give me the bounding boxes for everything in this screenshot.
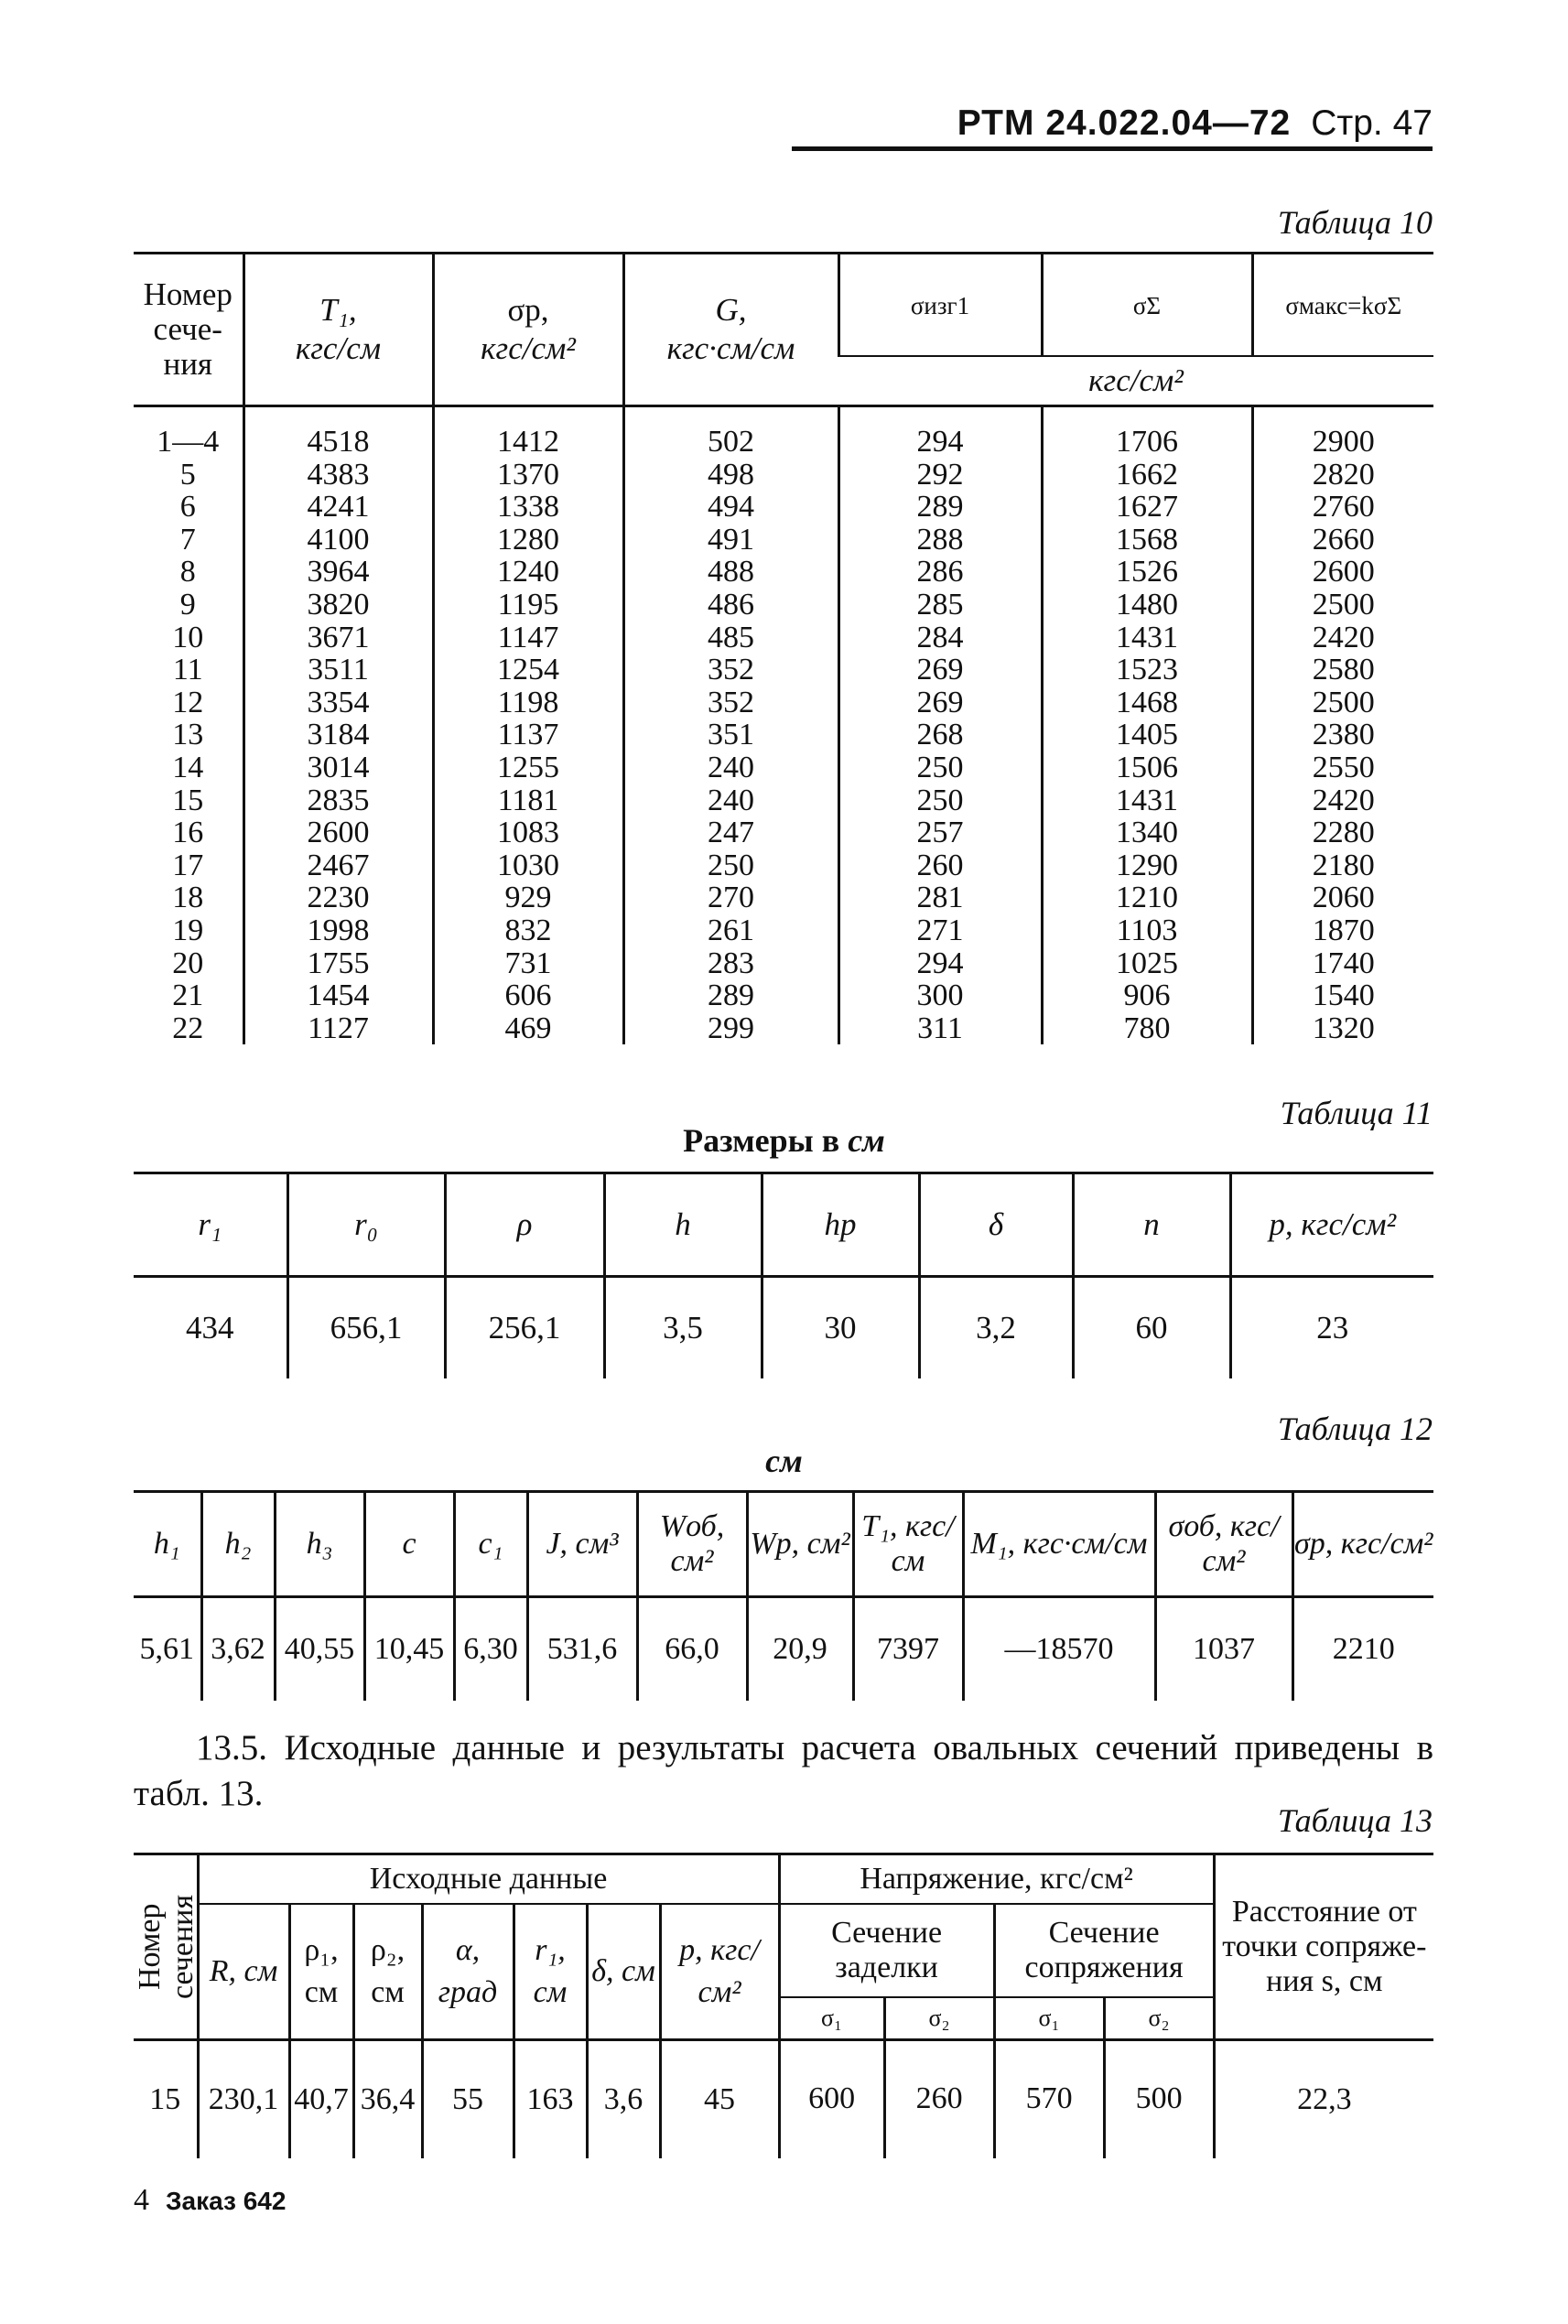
t10-cell: 4518 xyxy=(243,406,433,459)
t10-cell: 2660 xyxy=(1252,524,1433,557)
t12-header-cell: Wр, см² xyxy=(747,1492,853,1597)
t13-h-rho1: ρ₁, см xyxy=(289,1904,353,2040)
t13-value-cell: 40,7 xyxy=(289,2040,353,2159)
table13-caption: Таблица 13 xyxy=(1277,1802,1433,1839)
t13-value-cell: 15 xyxy=(149,2082,181,2116)
t10-section-number: 12 xyxy=(172,685,204,719)
t10-section-number: 16 xyxy=(172,816,204,850)
t10-header-g xyxy=(623,254,838,406)
t11-header-cell: ρ xyxy=(445,1173,604,1277)
table-row xyxy=(134,556,1433,589)
t10-cell: 1320 xyxy=(1252,1012,1433,1045)
t11-header-cell: hр xyxy=(762,1173,919,1277)
t12-header-row xyxy=(134,1492,1433,1597)
table-row xyxy=(134,406,1433,459)
t10-cell: 488 xyxy=(623,556,838,589)
t13-number-label: Номер сечения xyxy=(133,1895,200,1999)
t10-cell: 351 xyxy=(623,719,838,751)
t10-cell: 1254 xyxy=(433,654,623,686)
t10-cell: 1137 xyxy=(433,719,623,751)
t11-value-cell: 434 xyxy=(186,1310,234,1346)
t10-cell: 284 xyxy=(838,622,1042,654)
t10-cell: 1338 xyxy=(433,491,623,524)
t10-cell: 294 xyxy=(838,406,1042,459)
t10-section-number: 21 xyxy=(172,978,204,1013)
t10-cell: 257 xyxy=(838,816,1042,849)
table-row xyxy=(134,622,1433,654)
t10-cell: 283 xyxy=(623,947,838,980)
t12-data-row xyxy=(134,1597,1433,1702)
t10-cell: 2760 xyxy=(1252,491,1433,524)
t10-cell: 1431 xyxy=(1042,784,1252,817)
t10-cell: 1210 xyxy=(1042,881,1252,914)
t10-cell: 352 xyxy=(623,654,838,686)
t10-cell: 494 xyxy=(623,491,838,524)
t12-value-cell: 40,55 xyxy=(275,1597,364,1702)
t10-cell: 1030 xyxy=(433,849,623,882)
t10-section-number: 20 xyxy=(172,946,204,980)
table-row xyxy=(134,914,1433,947)
page-footer xyxy=(134,2183,286,2218)
t10-cell: 286 xyxy=(838,556,1042,589)
t10-section-number: 6 xyxy=(179,490,196,524)
t10-cell: 1454 xyxy=(243,979,433,1012)
t10-section-number: 19 xyxy=(172,913,204,947)
t10-cell: 269 xyxy=(838,686,1042,719)
t13-value-cell: 230,1 xyxy=(198,2040,289,2159)
t10-cell: 240 xyxy=(623,784,838,817)
t10-section-number: 10 xyxy=(172,620,204,654)
t13-h-p: p, кгс/см² xyxy=(660,1904,779,2040)
t12-header-cell: h₂ xyxy=(201,1492,275,1597)
t10-cell: 260 xyxy=(838,849,1042,882)
t11-value-cell: 3,5 xyxy=(604,1277,762,1379)
t10-cell: 1740 xyxy=(1252,947,1433,980)
t13-h-embed-sigma2: σ₂ xyxy=(884,1997,994,2040)
t10-cell: 2550 xyxy=(1252,751,1433,784)
t11-value-cell: 23 xyxy=(1230,1277,1433,1379)
table12-caption: Таблица 12 xyxy=(1277,1411,1433,1447)
t12-header-cell: σр, кгс/см² xyxy=(1292,1492,1433,1597)
table-10 xyxy=(134,252,1433,1044)
t10-cell: 311 xyxy=(838,1012,1042,1045)
t10-cell: 1240 xyxy=(433,556,623,589)
t10-cell: 486 xyxy=(623,589,838,622)
t13-value-cell: 36,4 xyxy=(353,2040,422,2159)
t10-cell: 294 xyxy=(838,947,1042,980)
table-row xyxy=(134,459,1433,492)
table-row xyxy=(134,947,1433,980)
t10-cell: 780 xyxy=(1042,1012,1252,1045)
t10-cell: 1198 xyxy=(433,686,623,719)
t10-cell: 3354 xyxy=(243,686,433,719)
t10-header-sigma-r xyxy=(433,254,623,406)
t10-cell: 2180 xyxy=(1252,849,1433,882)
t12-header-cell: Wоб, см² xyxy=(637,1492,747,1597)
t10-cell: 2420 xyxy=(1252,784,1433,817)
table10-caption: Таблица 10 xyxy=(1277,204,1433,241)
t10-cell: 1540 xyxy=(1252,979,1433,1012)
t10-cell: 2280 xyxy=(1252,816,1433,849)
t10-section-number: 13 xyxy=(172,718,204,752)
t11-header-cell: h xyxy=(604,1173,762,1277)
t12-value-cell: —18570 xyxy=(963,1597,1155,1702)
t13-header-input-group: Исходные данные xyxy=(198,1854,779,1905)
t12-value-cell: 6,30 xyxy=(454,1597,527,1702)
t13-header-number xyxy=(134,1854,198,2040)
t10-section-number: 8 xyxy=(179,555,196,589)
t10-section-number: 7 xyxy=(179,522,196,557)
t10-cell: 498 xyxy=(623,459,838,492)
t10-cell: 606 xyxy=(433,979,623,1012)
t10-cell: 4100 xyxy=(243,524,433,557)
t10-cell: 1468 xyxy=(1042,686,1252,719)
t10-h-sm: σмакс=kσΣ xyxy=(1285,292,1402,319)
t10-section-number: 11 xyxy=(172,653,203,687)
t10-cell: 3820 xyxy=(243,589,433,622)
t13-value-cell: 22,3 xyxy=(1214,2040,1433,2159)
t10-cell: 832 xyxy=(433,914,623,947)
table-row xyxy=(134,849,1433,882)
t13-h-embed-sigma1: σ₁ xyxy=(779,1997,884,2040)
t12-value-cell: 1037 xyxy=(1155,1597,1292,1702)
t10-cell: 1480 xyxy=(1042,589,1252,622)
t11-header-row xyxy=(134,1173,1433,1277)
t10-h-g: G, xyxy=(715,292,747,328)
t10-cell: 3014 xyxy=(243,751,433,784)
t13-value-cell: 260 xyxy=(884,2040,994,2159)
t10-cell: 1280 xyxy=(433,524,623,557)
t11-header-cell: δ xyxy=(919,1173,1073,1277)
table11-units xyxy=(0,1121,1568,1160)
t10-cell: 3964 xyxy=(243,556,433,589)
t10-cell: 270 xyxy=(623,881,838,914)
t12-value-cell: 10,45 xyxy=(364,1597,454,1702)
t13-value-cell: 163 xyxy=(514,2040,587,2159)
t10-cell: 2600 xyxy=(243,816,433,849)
table-row xyxy=(134,979,1433,1012)
t12-header-cell: J, см³ xyxy=(527,1492,637,1597)
table-12 xyxy=(134,1490,1433,1701)
t10-cell: 250 xyxy=(623,849,838,882)
t10-cell: 240 xyxy=(623,751,838,784)
t10-h-t1: T₁, xyxy=(319,292,357,328)
footer-order: Заказ 642 xyxy=(166,2187,287,2215)
t10-cell: 1523 xyxy=(1042,654,1252,686)
t10-cell: 268 xyxy=(838,719,1042,751)
t10-cell: 1568 xyxy=(1042,524,1252,557)
t11-units-value: см xyxy=(848,1122,885,1159)
table-row xyxy=(134,491,1433,524)
t10-cell: 1255 xyxy=(433,751,623,784)
table-row xyxy=(134,686,1433,719)
t10-cell: 269 xyxy=(838,654,1042,686)
t11-value-cell: 656,1 xyxy=(287,1277,445,1379)
t10-cell: 906 xyxy=(1042,979,1252,1012)
t10-cell: 491 xyxy=(623,524,838,557)
table-row xyxy=(134,1012,1433,1045)
t11-value-cell: 30 xyxy=(762,1277,919,1379)
table-row xyxy=(134,589,1433,622)
t13-h-joint-sigma2: σ₂ xyxy=(1104,1997,1214,2040)
t10-cell: 247 xyxy=(623,816,838,849)
t10-cell: 1662 xyxy=(1042,459,1252,492)
t10-cell: 1405 xyxy=(1042,719,1252,751)
table-row xyxy=(134,784,1433,817)
t10-cell: 3511 xyxy=(243,654,433,686)
t10-cell: 1025 xyxy=(1042,947,1252,980)
document-code: РТМ 24.022.04—72 xyxy=(957,103,1292,143)
t11-units-label: Размеры в xyxy=(683,1122,840,1159)
t10-cell: 2420 xyxy=(1252,622,1433,654)
t10-cell: 289 xyxy=(838,491,1042,524)
t10-cell: 2500 xyxy=(1252,589,1433,622)
t10-cell: 1195 xyxy=(433,589,623,622)
table-row xyxy=(134,881,1433,914)
t10-cell: 3671 xyxy=(243,622,433,654)
t10-cell: 2900 xyxy=(1252,406,1433,459)
t10-header-section xyxy=(134,254,243,406)
t13-value-cell: 570 xyxy=(994,2040,1104,2159)
t10-cell: 1181 xyxy=(433,784,623,817)
t10-header-unit-group: кгс/см² xyxy=(838,356,1433,406)
t10-header-t1 xyxy=(243,254,433,406)
t10-cell: 502 xyxy=(623,406,838,459)
t10-cell: 299 xyxy=(623,1012,838,1045)
t10-section-number: 14 xyxy=(172,750,204,784)
t10-cell: 469 xyxy=(433,1012,623,1045)
t11-value-cell: 60 xyxy=(1073,1277,1230,1379)
t13-value-cell: 3,6 xyxy=(587,2040,660,2159)
t10-cell: 1755 xyxy=(243,947,433,980)
t11-header-cell: r₁ xyxy=(134,1173,287,1277)
t10-cell: 271 xyxy=(838,914,1042,947)
t10-cell: 485 xyxy=(623,622,838,654)
t12-header-cell: h₃ xyxy=(275,1492,364,1597)
table-row xyxy=(134,524,1433,557)
t10-cell: 2835 xyxy=(243,784,433,817)
t10-cell: 2580 xyxy=(1252,654,1433,686)
t10-cell: 2380 xyxy=(1252,719,1433,751)
t10-cell: 1412 xyxy=(433,406,623,459)
t10-cell: 1526 xyxy=(1042,556,1252,589)
t10-section-number: 22 xyxy=(172,1011,204,1045)
page-header xyxy=(792,103,1433,151)
t10-h-ss: σΣ xyxy=(1132,292,1162,319)
t10-h-sb: σизг1 xyxy=(910,292,970,319)
t13-value-cell: 600 xyxy=(779,2040,884,2159)
t10-cell: 250 xyxy=(838,751,1042,784)
t13-h-section-joint: Сечение сопряжения xyxy=(994,1904,1214,1997)
t10-h-g-unit: кгс·см/см xyxy=(666,330,795,366)
table-row xyxy=(134,719,1433,751)
t10-cell: 1290 xyxy=(1042,849,1252,882)
t10-body xyxy=(134,406,1433,1045)
t13-h-alpha: α, град xyxy=(422,1904,514,2040)
t13-value-cell: 45 xyxy=(660,2040,779,2159)
t11-header-cell: r₀ xyxy=(287,1173,445,1277)
table-row xyxy=(134,816,1433,849)
t13-header-stress-group: Напряжение, кгс/см² xyxy=(779,1854,1214,1905)
t10-cell: 929 xyxy=(433,881,623,914)
t12-header-cell: c₁ xyxy=(454,1492,527,1597)
t10-h-sr-unit: кгс/см² xyxy=(481,330,576,366)
t10-cell: 2820 xyxy=(1252,459,1433,492)
t10-cell: 1431 xyxy=(1042,622,1252,654)
t10-cell: 250 xyxy=(838,784,1042,817)
t10-header-sigma-sum xyxy=(1042,254,1252,357)
t10-cell: 292 xyxy=(838,459,1042,492)
t13-header-distance: Расстояние от точки сопряже- ния s, см xyxy=(1214,1854,1433,2040)
t13-h-joint-sigma1: σ₁ xyxy=(994,1997,1104,2040)
t10-cell: 1370 xyxy=(433,459,623,492)
footer-signature-number: 4 xyxy=(134,2183,149,2217)
t10-cell: 4383 xyxy=(243,459,433,492)
t12-value-cell: 66,0 xyxy=(637,1597,747,1702)
t10-cell: 1706 xyxy=(1042,406,1252,459)
t12-value-cell: 531,6 xyxy=(527,1597,637,1702)
t10-cell: 3184 xyxy=(243,719,433,751)
t10-section-number: 15 xyxy=(172,783,204,817)
t10-cell: 261 xyxy=(623,914,838,947)
t12-value-cell: 5,61 xyxy=(139,1632,194,1666)
t12-header-cell: h₁ xyxy=(134,1492,201,1597)
t10-cell: 2467 xyxy=(243,849,433,882)
t10-cell: 1998 xyxy=(243,914,433,947)
t10-cell: 2600 xyxy=(1252,556,1433,589)
t10-cell: 352 xyxy=(623,686,838,719)
t10-cell: 289 xyxy=(623,979,838,1012)
t10-cell: 1103 xyxy=(1042,914,1252,947)
t10-section-number: 9 xyxy=(179,587,196,622)
t11-value-cell: 256,1 xyxy=(445,1277,604,1379)
t10-header-sigma-bend xyxy=(838,254,1042,357)
t10-cell: 285 xyxy=(838,589,1042,622)
t13-h-section-embed: Сечение заделки xyxy=(779,1904,994,1997)
t10-cell: 731 xyxy=(433,947,623,980)
paragraph-13-5 xyxy=(134,1725,1433,1817)
t10-section-number: 17 xyxy=(172,848,204,882)
table-row xyxy=(134,654,1433,686)
t11-header-cell: p, кгс/см² xyxy=(1230,1173,1433,1277)
t10-section-number: 1—4 xyxy=(157,425,220,459)
t10-cell: 1870 xyxy=(1252,914,1433,947)
t13-h-R: R, см xyxy=(198,1904,289,2040)
t10-cell: 4241 xyxy=(243,491,433,524)
t13-h-r1: r₁, см xyxy=(514,1904,587,2040)
t12-value-cell: 2210 xyxy=(1292,1597,1433,1702)
t10-cell: 1627 xyxy=(1042,491,1252,524)
t10-cell: 2060 xyxy=(1252,881,1433,914)
table-13 xyxy=(134,1853,1433,2158)
t10-cell: 1340 xyxy=(1042,816,1252,849)
table-11 xyxy=(134,1172,1433,1378)
t10-cell: 288 xyxy=(838,524,1042,557)
t12-value-cell: 3,62 xyxy=(201,1597,275,1702)
t10-cell: 1083 xyxy=(433,816,623,849)
t13-data-row xyxy=(134,2040,1433,2159)
page-number: Стр. 47 xyxy=(1311,103,1433,143)
t10-cell: 2230 xyxy=(243,881,433,914)
t11-header-cell: n xyxy=(1073,1173,1230,1277)
t10-header-sigma-max xyxy=(1252,254,1433,357)
t10-header-section-text: Номер сече- ния xyxy=(143,276,232,382)
paragraph-text: 13.5. Исходные данные и результаты расчета овальных сечений приведены в табл. 13. xyxy=(134,1728,1433,1813)
t12-header-cell: c xyxy=(364,1492,454,1597)
t10-cell: 1506 xyxy=(1042,751,1252,784)
table-row xyxy=(134,751,1433,784)
t13-value-cell: 55 xyxy=(422,2040,514,2159)
t10-section-number: 18 xyxy=(172,881,204,915)
t10-cell: 300 xyxy=(838,979,1042,1012)
t12-header-cell: σоб, кгс/см² xyxy=(1155,1492,1292,1597)
t13-h-rho2: ρ₂, см xyxy=(353,1904,422,2040)
t11-data-row xyxy=(134,1277,1433,1379)
t10-section-number: 5 xyxy=(179,457,196,492)
t10-cell: 1147 xyxy=(433,622,623,654)
t10-cell: 281 xyxy=(838,881,1042,914)
t10-h-sr: σр, xyxy=(507,292,549,328)
t10-h-t1-unit: кгс/см xyxy=(295,330,382,366)
table12-units: см xyxy=(765,1443,803,1479)
t12-value-cell: 7397 xyxy=(853,1597,963,1702)
t12-value-cell: 20,9 xyxy=(747,1597,853,1702)
t10-cell: 1127 xyxy=(243,1012,433,1045)
t13-value-cell: 500 xyxy=(1104,2040,1214,2159)
t12-header-cell: M₁, кгс·см/см xyxy=(963,1492,1155,1597)
t12-header-cell: T₁, кгс/см xyxy=(853,1492,963,1597)
t10-cell: 2500 xyxy=(1252,686,1433,719)
t11-value-cell: 3,2 xyxy=(919,1277,1073,1379)
table11-caption: Таблица 11 xyxy=(1280,1095,1433,1131)
t13-h-delta: δ, см xyxy=(587,1904,660,2040)
